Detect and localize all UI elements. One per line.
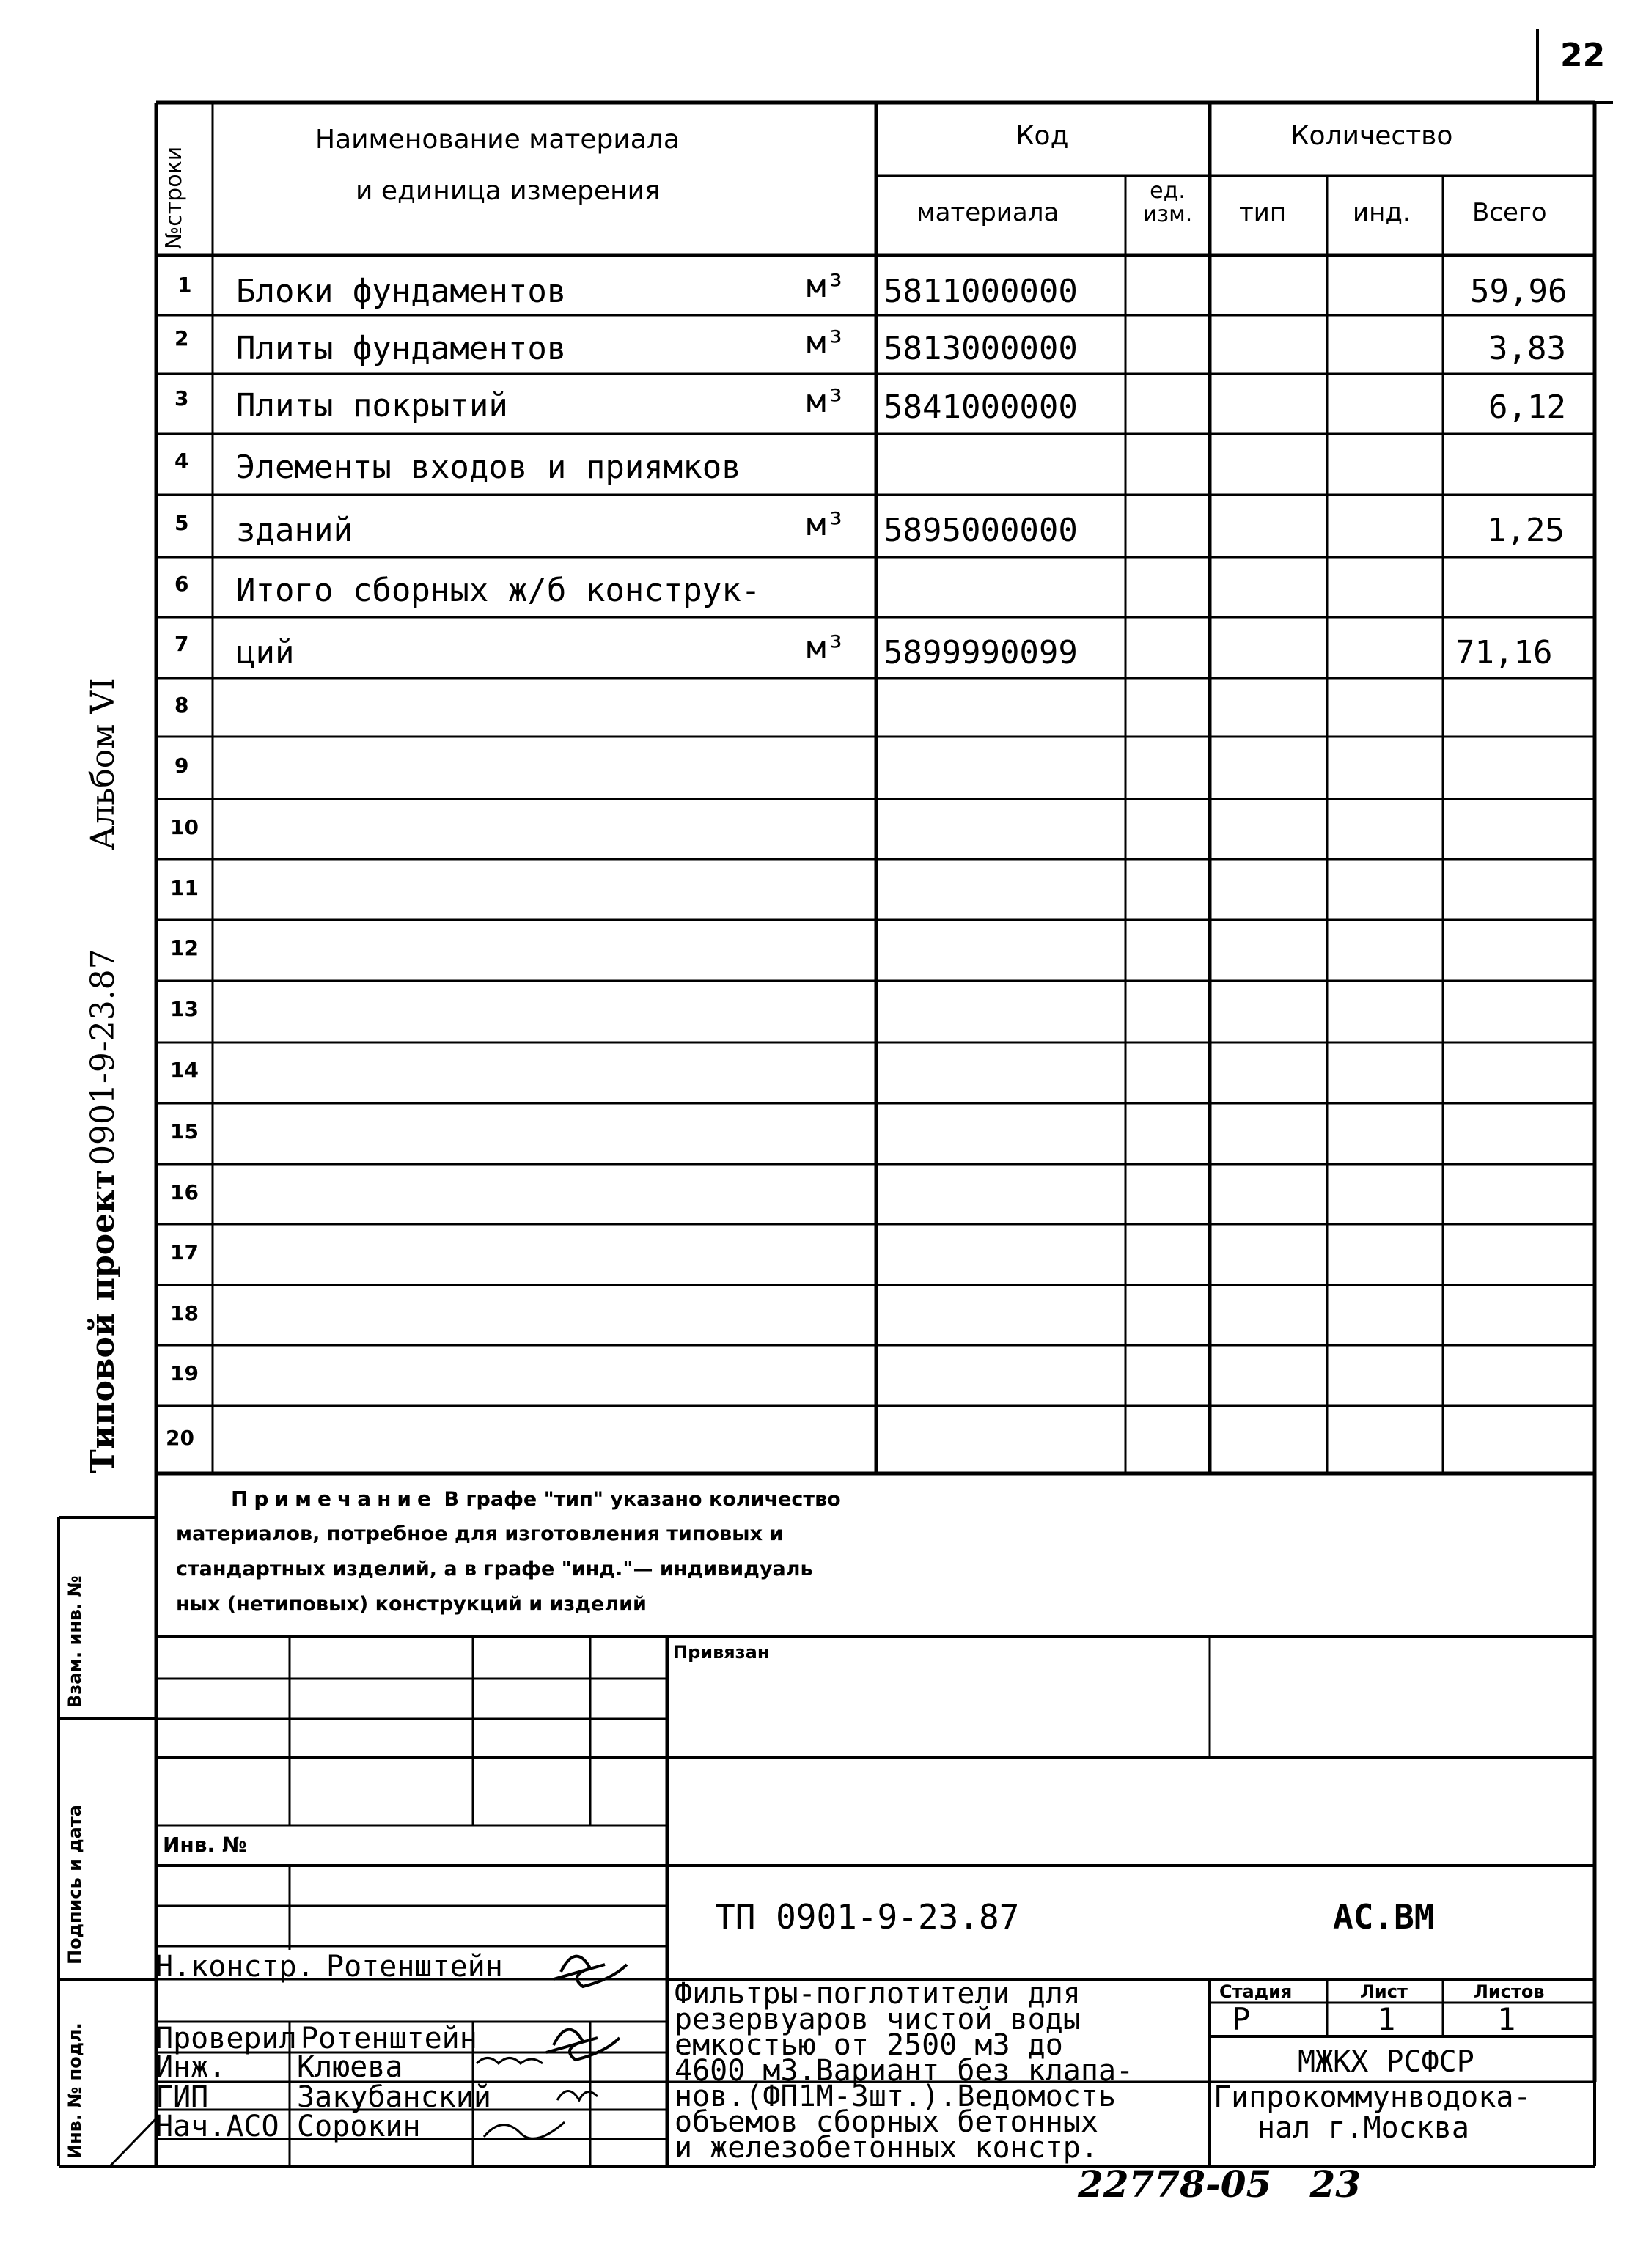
row-number: 12: [170, 936, 199, 960]
row-number: 8: [174, 693, 189, 717]
sheet-number: 22: [1560, 37, 1606, 74]
doc-code: ТП 0901-9-23.87: [715, 1897, 1020, 1937]
signature-name: Клюева: [297, 2050, 403, 2084]
signature-name: Ротенштейн: [326, 1950, 503, 1984]
sheet-value: 1: [1377, 2001, 1396, 2037]
row-number: 19: [170, 1361, 199, 1385]
row-total: 3,83: [1488, 330, 1566, 367]
signature-name: Ротенштейн: [301, 2022, 477, 2055]
description-line: нов.(ФП1М-3шт.).Ведомость: [675, 2080, 1117, 2113]
header-row-no: №строки: [161, 146, 187, 249]
row-number: 5: [174, 511, 189, 535]
row-name: ций: [236, 634, 295, 671]
row-number: 1: [177, 273, 192, 297]
row-unit: м³: [807, 383, 845, 420]
description-line: резервуаров чистой воды: [675, 2003, 1081, 2036]
row-number: 6: [174, 572, 189, 596]
row-total: 1,25: [1487, 512, 1565, 549]
doc-mark: АС.ВМ: [1333, 1897, 1435, 1937]
header-code-unit: ед. изм.: [1142, 178, 1193, 227]
side-album: Альбом VI: [84, 677, 122, 850]
row-number: 13: [170, 997, 199, 1021]
margin-label-podpis: Подпись и дата: [65, 1805, 85, 1965]
row-name: Элементы входов и приямков: [236, 449, 741, 486]
margin-label-inv: Инв. № подл.: [65, 2022, 85, 2159]
signature-name: Закубанский: [297, 2080, 491, 2114]
row-number: 2: [174, 326, 189, 350]
header-name-line1: Наименование материала: [315, 125, 680, 155]
row-name: Плиты фундаментов: [236, 330, 567, 367]
note-line1-text: В графе "тип" указано количество: [444, 1488, 841, 1511]
sheet-label: Лист: [1360, 1981, 1408, 2002]
privyazan-label: Привязан: [673, 1642, 770, 1663]
row-code: 5811000000: [883, 273, 1078, 310]
row-total: 59,96: [1470, 273, 1568, 310]
note-label: Примечание: [231, 1487, 438, 1511]
header-qty: Количество: [1290, 121, 1453, 151]
note-line3: стандартных изделий, а в графе "инд."— индивидуаль: [176, 1558, 813, 1580]
description-line: и железобетонных констр.: [675, 2131, 1098, 2165]
row-number: 15: [170, 1119, 199, 1144]
sheets-value: 1: [1497, 2001, 1516, 2037]
org-line2: Гипрокоммунводока-: [1213, 2080, 1532, 2114]
row-code: 5899990099: [883, 634, 1078, 671]
signature-name: Сорокин: [297, 2110, 421, 2143]
margin-label-vzam: Взам. инв. №: [65, 1575, 85, 1708]
description-line: емкостью от 2500 м3 до: [675, 2028, 1063, 2062]
row-number: 9: [174, 754, 189, 778]
row-number: 4: [174, 449, 189, 473]
row-number: 11: [170, 876, 199, 900]
row-total: 6,12: [1488, 389, 1566, 426]
row-number: 3: [174, 386, 189, 410]
stage-value: Р: [1232, 2001, 1251, 2037]
row-number: 14: [170, 1058, 199, 1082]
row-code: 5841000000: [883, 389, 1078, 426]
inv-no-label: Инв. №: [163, 1833, 247, 1857]
description-line: объемов сборных бетонных: [675, 2105, 1098, 2139]
row-unit: м³: [807, 506, 845, 543]
note-line2: материалов, потребное для изготовления типовых и: [176, 1523, 784, 1545]
row-number: 20: [166, 1426, 194, 1450]
description-line: 4600 м3.Вариант без клапа-: [675, 2054, 1134, 2088]
note-line4: ных (нетиповых) конструкций и изделий: [176, 1593, 647, 1616]
header-code: Код: [1015, 121, 1069, 151]
row-number: 7: [174, 632, 189, 656]
signature-role: Нач.АСО: [155, 2110, 279, 2143]
note-line1: [231, 1487, 841, 1511]
description-line: Фильтры-поглотители для: [675, 1977, 1081, 2011]
row-unit: м³: [807, 629, 845, 666]
row-unit: м³: [807, 324, 845, 361]
row-unit: м³: [807, 268, 845, 305]
header-name-line2: и единица измерения: [356, 176, 661, 206]
row-number: 18: [170, 1301, 199, 1325]
row-number: 10: [170, 815, 199, 839]
row-number: 17: [170, 1240, 199, 1264]
side-project-label: Типовой проект: [84, 1169, 122, 1473]
header-qty-total: Всего: [1472, 198, 1547, 227]
row-number: 16: [170, 1180, 199, 1204]
row-name: Плиты покрытий: [236, 387, 508, 424]
footer-stamp: 22778-05 23: [1078, 2162, 1362, 2206]
header-code-material: материала: [916, 198, 1059, 227]
org-line1: МЖКХ РСФСР: [1298, 2045, 1474, 2079]
row-name: зданий: [236, 512, 353, 549]
row-name: Блоки фундаментов: [236, 273, 567, 310]
row-code: 5813000000: [883, 330, 1078, 367]
sheets-label: Листов: [1474, 1981, 1545, 2002]
signature-role: ГИП: [155, 2080, 209, 2114]
side-project-code: 0901-9-23.87: [84, 949, 122, 1166]
header-qty-type: тип: [1239, 198, 1287, 227]
row-total: 71,16: [1455, 634, 1553, 671]
header-qty-ind: инд.: [1353, 198, 1411, 227]
signature-role: Н.констр.: [155, 1950, 315, 1984]
signature-role: Инж.: [155, 2050, 227, 2084]
stage-label: Стадия: [1219, 1981, 1293, 2002]
org-line3: нал г.Москва: [1257, 2111, 1469, 2145]
row-code: 5895000000: [883, 512, 1078, 549]
row-name: Итого сборных ж/б конструк-: [236, 572, 761, 609]
signature-role: Проверил: [155, 2022, 297, 2055]
